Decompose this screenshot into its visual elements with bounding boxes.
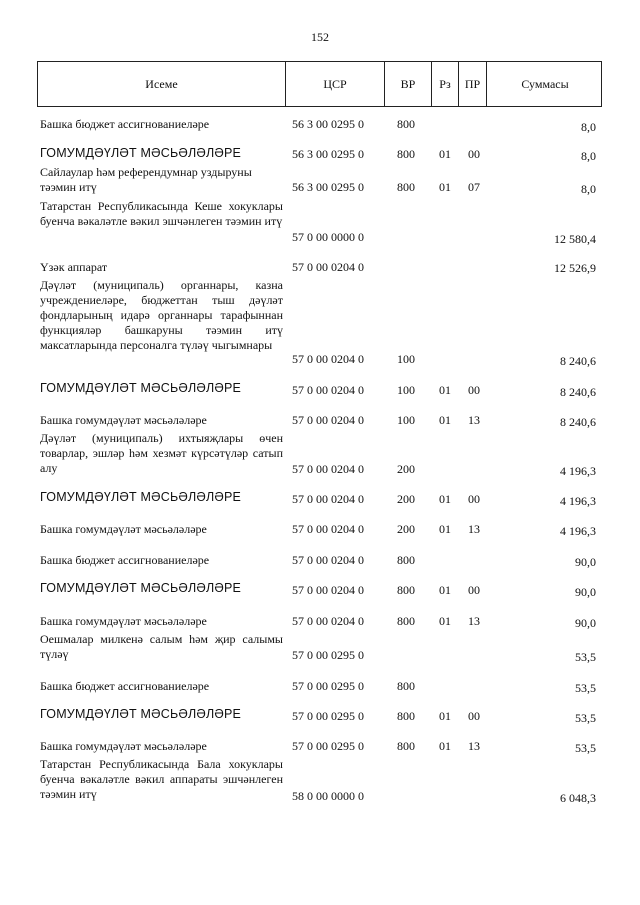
row-name: Оешмалар милкенә салым һәм җир салымы түләү xyxy=(40,632,283,661)
row-name: ГОМУМДӘҮЛӘТ МӘСЬӘЛӘЛӘРЕ xyxy=(40,490,242,504)
row-csr: 57 0 00 0204 0 xyxy=(292,522,364,536)
row-name: Татарстан Республикасында Кеше хокуклары буенча вәкаләтле вәкил эшчәнлеген тәэмин итү xyxy=(40,199,283,228)
row-name: Башка бюджет ассигнованиеләре xyxy=(40,679,210,693)
row-sum: 53,5 xyxy=(575,741,596,755)
row-vr: 800 xyxy=(397,147,415,161)
row-vr: 100 xyxy=(397,383,415,397)
row-sum: 12 526,9 xyxy=(554,261,596,275)
row-vr: 800 xyxy=(397,180,415,194)
row-csr: 57 0 00 0204 0 xyxy=(292,352,364,366)
row-name: Башка гомумдәүләт мәсьәләләре xyxy=(40,739,207,753)
row-name: ГОМУМДӘҮЛӘТ МӘСЬӘЛӘЛӘРЕ xyxy=(40,381,242,395)
row-vr: 200 xyxy=(397,522,415,536)
row-sum: 8,0 xyxy=(581,120,596,134)
row-pr: 00 xyxy=(468,383,480,397)
row-pr: 00 xyxy=(468,492,480,506)
row-csr: 57 0 00 0204 0 xyxy=(292,260,364,274)
row-csr: 58 0 00 0000 0 xyxy=(292,789,364,803)
header-vr: ВР xyxy=(384,62,431,106)
row-name: Башка гомумдәүләт мәсьәләләре xyxy=(40,614,207,628)
row-vr: 800 xyxy=(397,117,415,131)
row-sum: 53,5 xyxy=(575,711,596,725)
row-name: Сайлаулар һәм референдумнар уздыруны тәэмин итү xyxy=(40,165,252,194)
row-vr: 800 xyxy=(397,709,415,723)
row-rz: 01 xyxy=(439,492,451,506)
row-sum: 4 196,3 xyxy=(560,494,596,508)
header-rz: Рз xyxy=(431,62,458,106)
row-rz: 01 xyxy=(439,147,451,161)
page-number: 152 xyxy=(311,30,329,44)
row-csr: 57 0 00 0204 0 xyxy=(292,553,364,567)
row-vr: 100 xyxy=(397,352,415,366)
row-vr: 100 xyxy=(397,413,415,427)
row-name: ГОМУМДӘҮЛӘТ МӘСЬӘЛӘЛӘРЕ xyxy=(40,581,242,595)
row-csr: 57 0 00 0204 0 xyxy=(292,614,364,628)
row-csr: 57 0 00 0000 0 xyxy=(292,230,364,244)
row-rz: 01 xyxy=(439,383,451,397)
row-sum: 90,0 xyxy=(575,555,596,569)
row-sum: 8 240,6 xyxy=(560,385,596,399)
row-vr: 800 xyxy=(397,614,415,628)
row-pr: 00 xyxy=(468,147,480,161)
row-pr: 13 xyxy=(468,522,480,536)
row-pr: 00 xyxy=(468,583,480,597)
header-pr: ПР xyxy=(458,62,486,106)
row-name: Башка гомумдәүләт мәсьәләләре xyxy=(40,413,207,427)
row-sum: 12 580,4 xyxy=(554,232,596,246)
row-csr: 57 0 00 0204 0 xyxy=(292,383,364,397)
row-sum: 8,0 xyxy=(581,182,596,196)
row-name: ГОМУМДӘҮЛӘТ МӘСЬӘЛӘЛӘРЕ xyxy=(40,146,242,160)
row-csr: 57 0 00 0295 0 xyxy=(292,739,364,753)
row-vr: 800 xyxy=(397,583,415,597)
row-rz: 01 xyxy=(439,614,451,628)
row-csr: 57 0 00 0295 0 xyxy=(292,709,364,723)
row-sum: 90,0 xyxy=(575,585,596,599)
row-sum: 53,5 xyxy=(575,681,596,695)
row-csr: 57 0 00 0204 0 xyxy=(292,462,364,476)
row-csr: 57 0 00 0204 0 xyxy=(292,413,364,427)
row-vr: 200 xyxy=(397,492,415,506)
header-csr: ЦСР xyxy=(285,62,384,106)
row-csr: 57 0 00 0204 0 xyxy=(292,583,364,597)
row-sum: 8 240,6 xyxy=(560,415,596,429)
row-rz: 01 xyxy=(439,739,451,753)
row-csr: 56 3 00 0295 0 xyxy=(292,147,364,161)
row-rz: 01 xyxy=(439,709,451,723)
row-vr: 800 xyxy=(397,679,415,693)
row-name: Башка бюджет ассигнованиеләре xyxy=(40,117,210,131)
row-vr: 200 xyxy=(397,462,415,476)
row-pr: 13 xyxy=(468,614,480,628)
row-csr: 57 0 00 0295 0 xyxy=(292,648,364,662)
row-name: Башка гомумдәүләт мәсьәләләре xyxy=(40,522,207,536)
row-sum: 8 240,6 xyxy=(560,354,596,368)
row-vr: 800 xyxy=(397,739,415,753)
row-name: Башка бюджет ассигнованиеләре xyxy=(40,553,210,567)
row-sum: 8,0 xyxy=(581,149,596,163)
row-csr: 57 0 00 0204 0 xyxy=(292,492,364,506)
header-name: Исеме xyxy=(145,76,178,91)
row-sum: 6 048,3 xyxy=(560,791,596,805)
row-sum: 53,5 xyxy=(575,650,596,664)
row-csr: 57 0 00 0295 0 xyxy=(292,679,364,693)
row-pr: 13 xyxy=(468,413,480,427)
row-sum: 90,0 xyxy=(575,616,596,630)
row-rz: 01 xyxy=(439,583,451,597)
row-pr: 07 xyxy=(468,180,480,194)
row-csr: 56 3 00 0295 0 xyxy=(292,117,364,131)
row-rz: 01 xyxy=(439,413,451,427)
row-name: Татарстан Республикасында Бала хокуклары буенча вәкаләтле вәкил аппараты эшчәнлеген тәэмин итү xyxy=(40,757,283,801)
row-pr: 13 xyxy=(468,739,480,753)
row-rz: 01 xyxy=(439,522,451,536)
row-rz: 01 xyxy=(439,180,451,194)
row-csr: 56 3 00 0295 0 xyxy=(292,180,364,194)
row-name: ГОМУМДӘҮЛӘТ МӘСЬӘЛӘЛӘРЕ xyxy=(40,707,242,721)
row-name: Үзәк аппарат xyxy=(40,260,108,274)
row-sum: 4 196,3 xyxy=(560,464,596,478)
row-sum: 4 196,3 xyxy=(560,524,596,538)
header-sum: Суммасы xyxy=(486,62,603,106)
row-name: Дәүләт (муниципаль) органнары, казна учреждениеләре, бюджеттан тыш дәүләт фондларының идарә органнары тарафыннан функцияләр башкаруны тәэмин итү максатларында персоналга түләү чыгымнары xyxy=(40,278,283,352)
row-vr: 800 xyxy=(397,553,415,567)
row-pr: 00 xyxy=(468,709,480,723)
row-name: Дәүләт (муниципаль) ихтыяҗлары өчен товарлар, эшләр һәм хезмәт күрсәтүләр сатып алу xyxy=(40,431,283,475)
